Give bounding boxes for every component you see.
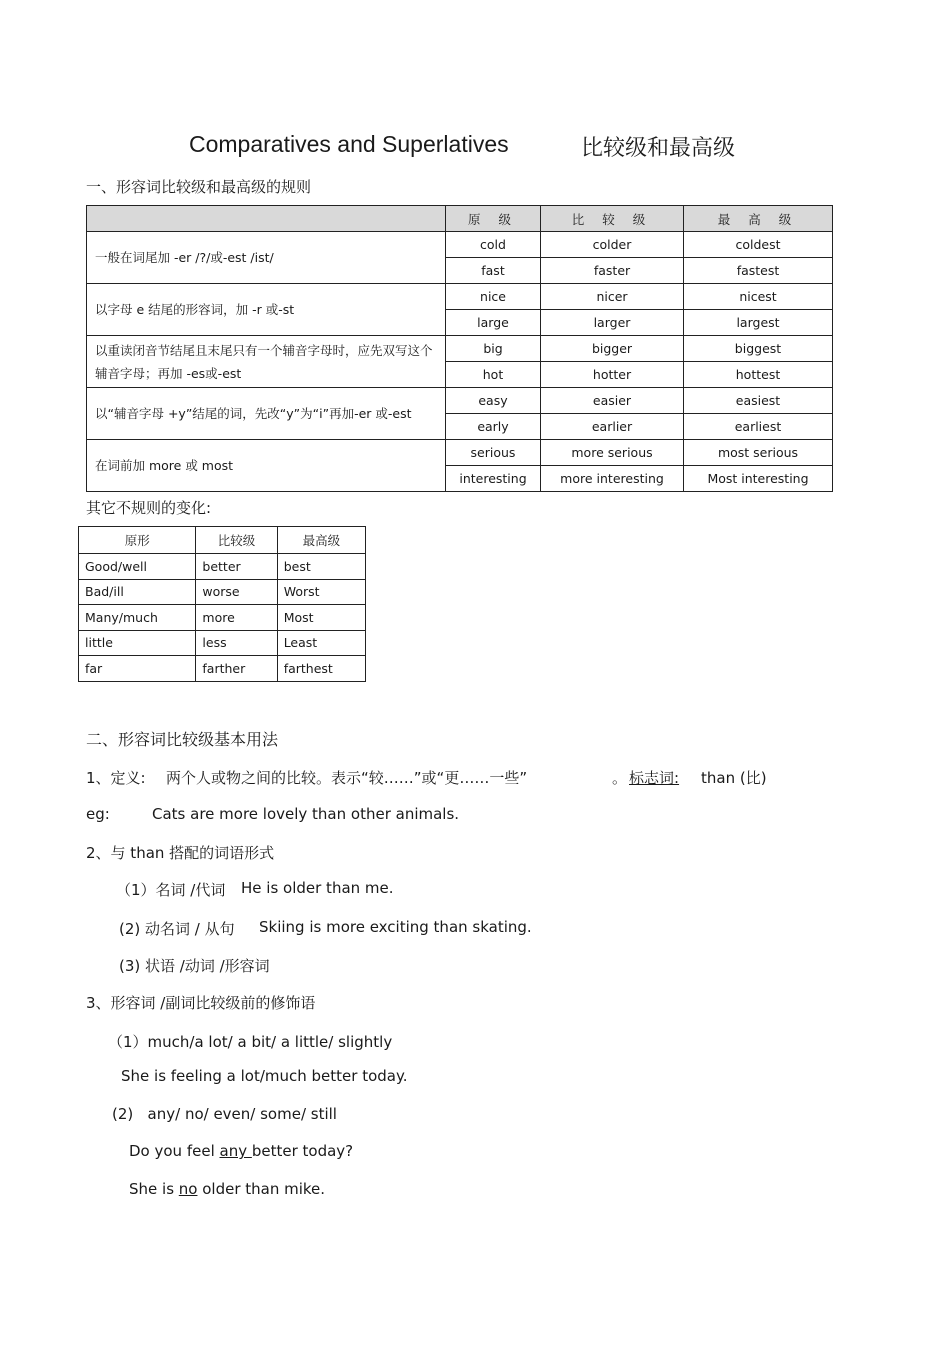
point-3-2-example-2 [129, 1180, 325, 1198]
table-cell: serious [446, 440, 541, 466]
table-cell: most serious [684, 440, 833, 466]
table-cell: largest [684, 310, 833, 336]
example-text: older than mike. [197, 1180, 326, 1198]
section2-heading: 二、形容词比较级基本用法 [86, 730, 279, 749]
rule-cell: 在词前加 more 或 most [87, 440, 446, 492]
table-row [79, 656, 366, 682]
point-2-1-text: He is older than me. [241, 879, 394, 897]
table-cell: farther [196, 656, 277, 682]
rules-table [86, 205, 833, 492]
table-row [79, 554, 366, 580]
point-2-1-label: （1）名词 /代词 [116, 881, 226, 899]
table-cell: hottest [684, 362, 833, 388]
point-2: 2、与 than 搭配的词语形式 [86, 844, 275, 862]
table-cell: earliest [684, 414, 833, 440]
table-cell: nicest [684, 284, 833, 310]
table-cell: bigger [541, 336, 684, 362]
table-cell: more [196, 605, 277, 631]
table-row [79, 605, 366, 631]
table-cell: faster [541, 258, 684, 284]
table-cell: larger [541, 310, 684, 336]
header-base: 原形 [79, 527, 196, 554]
title-english: Comparatives and Superlatives [189, 131, 509, 157]
header-blank [87, 206, 446, 232]
example-text: better today? [251, 1142, 354, 1160]
table-cell: early [446, 414, 541, 440]
eg-label: eg: [86, 805, 110, 823]
table-cell: little [79, 630, 196, 656]
table-cell: more serious [541, 440, 684, 466]
table-row [87, 440, 833, 466]
table-row [87, 336, 833, 362]
table-cell: Least [277, 630, 365, 656]
table-cell: nicer [541, 284, 684, 310]
definition-text: 两个人或物之间的比较。表示“较……”或“更……一些” [166, 769, 528, 787]
table-cell: more interesting [541, 466, 684, 492]
table-cell: hotter [541, 362, 684, 388]
table-cell: far [79, 656, 196, 682]
table-cell: big [446, 336, 541, 362]
point-3-1-example: She is feeling a lot/much better today. [121, 1067, 408, 1085]
table-cell: fastest [684, 258, 833, 284]
table-cell: biggest [684, 336, 833, 362]
header-comparative: 比较级 [196, 527, 277, 554]
header-superlative: 最高级 [277, 527, 365, 554]
table-cell: farthest [277, 656, 365, 682]
table-cell: better [196, 554, 277, 580]
rule-cell: 以“辅音字母 +y”结尾的词，先改“y”为“i”再加-er 或-est [87, 388, 446, 440]
table-cell: Most interesting [684, 466, 833, 492]
point-3: 3、形容词 /副词比较级前的修饰语 [86, 994, 316, 1012]
header-superlative: 最 高 级 [684, 206, 833, 232]
point-3-2-example-1 [129, 1142, 353, 1160]
table-cell: large [446, 310, 541, 336]
definition-label: 1、定义: [86, 769, 146, 787]
table-header-row [87, 206, 833, 232]
point-2-2-label: (2) 动名词 / 从句 [119, 920, 235, 938]
eg-text: Cats are more lovely than other animals. [152, 805, 460, 823]
table-cell: Good/well [79, 554, 196, 580]
table-row [87, 232, 833, 258]
table-cell: Worst [277, 579, 365, 605]
table-cell: coldest [684, 232, 833, 258]
header-comparative: 比 较 级 [541, 206, 684, 232]
point-3-1: （1）much/a lot/ a bit/ a little/ slightly [108, 1033, 393, 1051]
table-header-row [79, 527, 366, 554]
underlined-word: no [178, 1180, 198, 1198]
table-row [79, 630, 366, 656]
definition-mark: 。 [612, 769, 628, 787]
underlined-word: any [219, 1142, 252, 1160]
irregular-heading: 其它不规则的变化: [86, 499, 212, 517]
example-text: She is [129, 1180, 179, 1198]
table-cell: earlier [541, 414, 684, 440]
table-cell: fast [446, 258, 541, 284]
table-cell: easy [446, 388, 541, 414]
point-3-2: (2) any/ no/ even/ some/ still [112, 1105, 337, 1123]
title-chinese: 比较级和最高级 [581, 136, 736, 161]
rule-cell: 以字母 e 结尾的形容词，加 -r 或-st [87, 284, 446, 336]
header-base: 原 级 [446, 206, 541, 232]
table-cell: best [277, 554, 365, 580]
signal-word-label: 标志词: [629, 769, 680, 787]
table-cell: colder [541, 232, 684, 258]
table-cell: hot [446, 362, 541, 388]
table-cell: Many/much [79, 605, 196, 631]
example-text: Do you feel [129, 1142, 220, 1160]
table-cell: Bad/ill [79, 579, 196, 605]
signal-word: than (比) [701, 769, 767, 787]
point-2-2-text: Skiing is more exciting than skating. [259, 918, 532, 936]
table-row [87, 388, 833, 414]
table-cell: less [196, 630, 277, 656]
point-2-3-label: (3) 状语 /动词 /形容词 [119, 957, 270, 975]
table-row [87, 284, 833, 310]
section1-heading: 一、形容词比较级和最高级的规则 [86, 178, 312, 196]
irregular-table [78, 526, 366, 682]
rule-cell: 一般在词尾加 -er /?/或-est /ist/ [87, 232, 446, 284]
table-cell: cold [446, 232, 541, 258]
table-cell: interesting [446, 466, 541, 492]
table-row [79, 579, 366, 605]
table-cell: easiest [684, 388, 833, 414]
rule-cell: 以重读闭音节结尾且末尾只有一个辅音字母时，应先双写这个辅音字母；再加 -es或-est [87, 336, 446, 388]
table-cell: nice [446, 284, 541, 310]
table-cell: worse [196, 579, 277, 605]
table-cell: Most [277, 605, 365, 631]
table-cell: easier [541, 388, 684, 414]
